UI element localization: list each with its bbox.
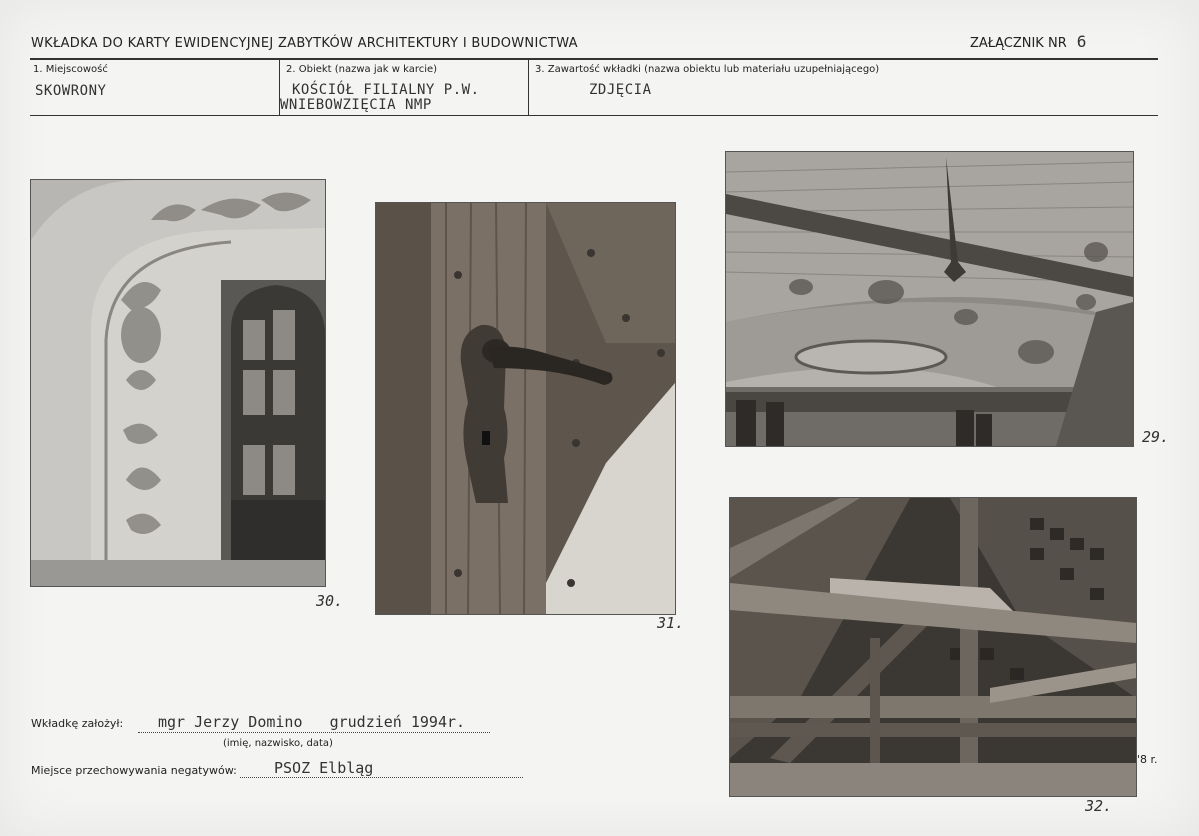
object-label: 2. Obiekt (nazwa jak w karcie)	[286, 64, 438, 75]
photo-number-31: 31.	[657, 614, 685, 632]
photo-number-32: 32.	[1085, 797, 1113, 815]
annex-value: 6	[1076, 32, 1087, 51]
window-niche-image	[31, 180, 325, 586]
object-value-line1: KOŚCIÓŁ FILIALNY P.W.	[292, 82, 480, 98]
photo-door-handle	[376, 203, 675, 614]
author-label: Wkładkę założył:	[31, 717, 124, 730]
annex-label: ZAŁĄCZNIK NR	[970, 36, 1067, 51]
header-rule	[30, 58, 1158, 60]
storage-value: PSOZ Elbląg	[274, 759, 374, 777]
object-value-line2: WNIEBOWZIĘCIA NMP	[280, 97, 432, 113]
annex-number	[970, 32, 1086, 51]
locality-value: SKOWRONY	[35, 83, 107, 99]
field-divider	[528, 60, 529, 116]
margin-mark: '8 r.	[1137, 753, 1158, 766]
contents-value: ZDJĘCIA	[589, 82, 652, 98]
photo-painted-ceiling	[726, 152, 1133, 446]
locality-label: 1. Miejscowość	[33, 64, 108, 75]
storage-dotted-line	[240, 777, 523, 778]
photo-roof-truss	[730, 498, 1136, 796]
author-value: mgr Jerzy Domino grudzień 1994r.	[158, 713, 466, 731]
storage-label: Miejsce przechowywania negatywów:	[31, 764, 237, 777]
author-dotted-line	[138, 732, 490, 733]
contents-label: 3. Zawartość wkładki (nazwa obiektu lub materiału uzupełniającego)	[535, 64, 880, 75]
photo-window-niche	[31, 180, 325, 586]
photo-number-29: 29.	[1142, 428, 1170, 446]
author-hint: (imię, nazwisko, data)	[223, 738, 333, 749]
sheet-title: WKŁADKA DO KARTY EWIDENCYJNEJ ZABYTKÓW ARCHITEKTURY I BUDOWNICTWA	[31, 36, 578, 51]
roof-truss-image	[730, 498, 1136, 796]
photo-number-30: 30.	[316, 592, 344, 610]
door-handle-image	[376, 203, 675, 614]
painted-ceiling-image	[726, 152, 1133, 446]
fields-bottom-rule	[30, 115, 1158, 116]
